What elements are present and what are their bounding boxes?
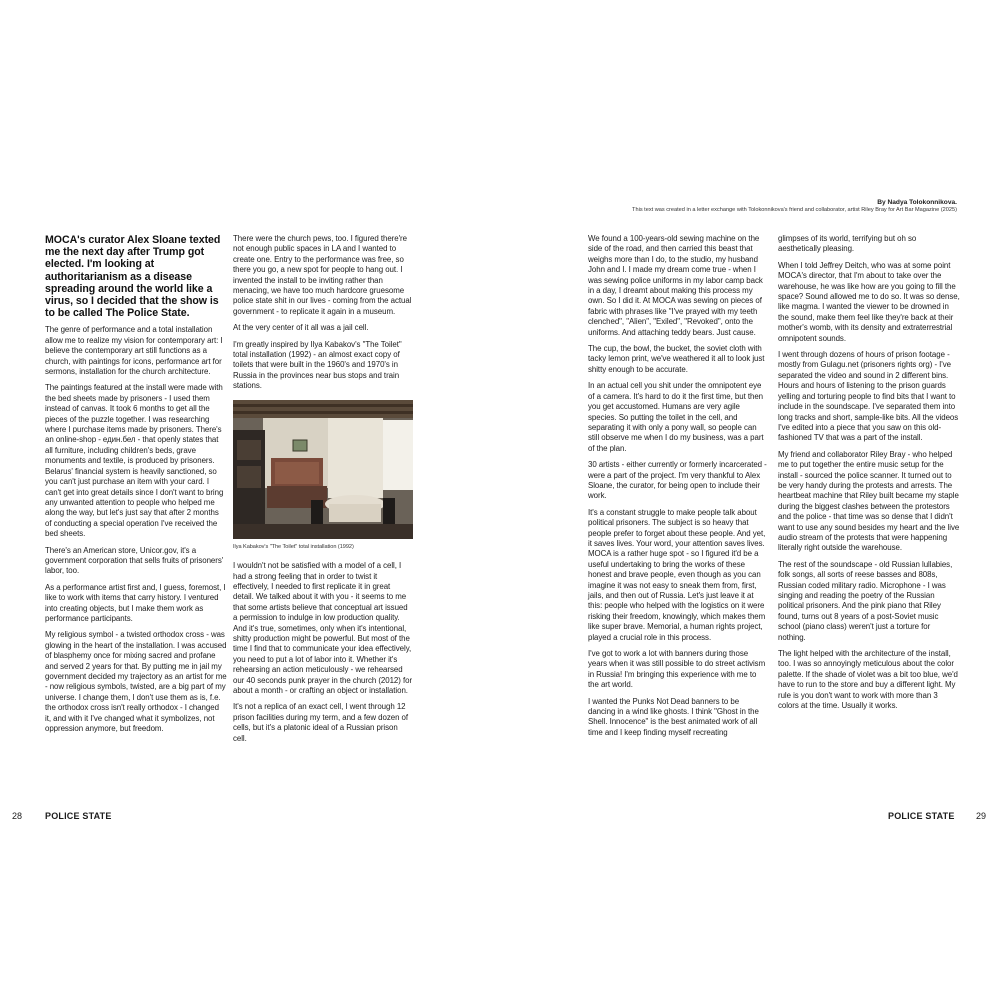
lead-paragraph: MOCA's curator Alex Sloane texted me the next day after Trump got elected. I'm looking at authoritarianism as a disease spreading around the world like a virus, so I decided that the show is to be called The Police State. (45, 234, 221, 320)
running-head-right: POLICE STATE (888, 811, 955, 821)
page-number-right: 29 (976, 811, 987, 821)
byline (632, 198, 957, 215)
body-paragraph: I'm greatly inspired by Ilya Kabakov's "The Toilet" total installation (1992) - an almost exact copy of toilets that were built in the 1960's and 1970's in Russia in the provinces near bus stops and train stations. (233, 339, 402, 391)
body-paragraph: In an actual cell you shit under the omnipotent eye of a camera. It's hard to do it the first time, but then you get accustomed. Humans are very agile species. So putting the toilet in the cell, and separating it with only a pony wall, so people can still observe me when I do my business, was a part of the plan. (588, 381, 764, 453)
body-paragraph: We found a 100-years-old sewing machine on the side of the road, and then carried this beast that weighs more than I do, to the studio, my husband John and I. I made my dream come true - when I was sewing police uniforms in my labor camp back in a day, I dreamt about making this process my own. So I did it. At MOCA was sewing on pieces of fabric with phrases like "I've prayed with my teeth clenched", "Alien", "Exiled", "Revoked", onto the uniforms. And attaching teddy bears. Just cause. (588, 234, 763, 337)
body-paragraph: There were the church pews, too. I figured there're not enough public spaces in LA and I wanted to create one. Entry to the performance was free, so there you go, a new spot for people to hang out. I invented the install to be inviting rather than menacing, we have too much hardcore gruesome police state shit in our lives - coming from the actual government - to replicate it again in a museum. (233, 234, 412, 316)
body-paragraph: I went through dozens of hours of prison footage - mostly from Gulagu.net (prisoners rights org) - I've separated the video and sound in 2 different bins. Hours and hours of listening to the prison guards yelling and torturing people to find bits that I want to include in the soundscape. I've separated them into long tracks and short, sample-like bits. All the videos I've edited into a piece that you saw on this old-fashioned TV that was a part of the install. (778, 350, 959, 443)
body-paragraph: The light helped with the architecture of the install, too. I was so annoyingly meticulous about the color palette. If the shade of violet was a bit too blue, we'd have to run to the store and buy a different light. My rule is you don't want to work with more than 3 colors at the time. Usually it works. (778, 649, 958, 711)
body-paragraph: I wanted the Punks Not Dead banners to be dancing in a wind like ghosts. I think "Ghost in the Shell. Innocence" is the best animated work of all time and I keep finding myself recreating (588, 696, 759, 737)
body-paragraph: The genre of performance and a total installation allow me to realize my vision for contemporary art: I believe the contemporary art still functions as a church, with paintings for icons, performance art for sermons, installation for the church architecture. (45, 325, 223, 377)
body-paragraph: There's an American store, Unicor.gov, it's a government corporation that sells fruits of prisoners' labor, too. (45, 545, 224, 576)
body-paragraph: My religious symbol - a twisted orthodox cross - was glowing in the heart of the installation. I was accused of blasphemy once for mixing sacred and profane and served 2 years for that. By putting me in jail my government decided my trajectory as an artist for me - now religious symbols, twisted, are a big part of my universe. I change them, I don't use them as is, f.e. the orthodox cross isn't really orthodox - I changed it, and with it I've changed what it symbolizes, not oppression anymore, but freedom. (45, 630, 227, 734)
running-head-left: POLICE STATE (45, 811, 112, 821)
right-column-2 (778, 234, 960, 717)
body-paragraph: glimpses of its world, terrifying but oh so aesthetically pleasing. (778, 234, 917, 254)
page-number-left: 28 (12, 811, 23, 821)
body-paragraph: My friend and collaborator Riley Bray - who helped me to put together the entire music setup for the install - sourced the police scanner. It turned out to be very handy during the protests and arrests. The heartbeat machine that Riley built became my staple during the biggest clashes between the protestors and the police - that time was so dense that I didn't want to use any sound besides my heart and the live audio stream of the protests that were happening literally right outside the warehouse. (778, 449, 960, 553)
body-paragraph: 30 artists - either currently or formerly incarcerated - were a part of the project. I'm very thankful to Alex Sloane, the curator, for being open to include their work. (588, 460, 767, 501)
body-paragraph: When I told Jeffrey Deitch, who was at some point MOCA's director, that I'm about to take over the warehouse, he was like how are you going to fill the space? Sound allowed me to do so. It was so dense, like magma. I wanted the viewer to be drowned in the sound, make them feel like they're back at their mother's womb, with its density and extraterrestrial omnipotent sounds. (778, 260, 960, 343)
body-paragraph: The rest of the soundscape - old Russian lullabies, folk songs, all sorts of reese basses and 808s, Russian coded military radio. Microphone - I was singing and reading the poetry of the Russian political prisoners. And the pink piano that Riley found, turns out 8 years of a post-Soviet music school (piano class) weren't just a torture for nothing. (778, 559, 953, 642)
body-paragraph: As a performance artist first and, I guess, foremost, I like to work with items that carry history. I ventured into creating objects, but I make them work as performance participants. (45, 582, 226, 623)
body-paragraph: At the very center of it all was a jail cell. (233, 323, 369, 333)
body-paragraph: The cup, the bowl, the bucket, the soviet cloth with tacky lemon print, we've weathered it all to look just shitty enough to be accurate. (588, 344, 765, 374)
left-column-2 (233, 234, 413, 750)
right-column-1 (588, 234, 768, 744)
byline-note: This text was created in a letter exchange with Tolokonnikova's friend and collaborator, artist Riley Bray for Art Bar Magazine (2025) (632, 207, 957, 213)
kabakov-toilet-photo (233, 400, 413, 539)
byline-author: By Nadya Tolokonnikova. (877, 199, 957, 206)
body-paragraph: It's not a replica of an exact cell, I went through 12 prison facilities during my term, and a few dozen of cells, but it's a platonic ideal of a Russian prison cell. (233, 702, 409, 743)
left-column-1 (45, 234, 227, 740)
figure-caption: Ilya Kabakov's "The Toilet" total installation (1992) (233, 544, 354, 551)
body-paragraph: The paintings featured at the install were made with the bed sheets made by prisoners - I used them instead of canvas. It took 6 months to get all the pieces of the puzzle together. I was researching where I purchase items made by prisoners. There's an online-shop - един.бел - that openly states that all furniture, including children's beds, grave monuments and textile, is produced by prisoners. Belarus' financial system is heavily sanctioned, so you can't just purchase an item with your card. I can't get into great details since I don't want to bring any unwanted attention to people who helped me along the way, but let's just say that after 2 months of conducting a special operation I've received the bed sheets. (45, 383, 224, 539)
body-paragraph: I've got to work a lot with banners during those years when it was still possible to do street activism in Russia! I'm bringing this experience with me to the art world. (588, 649, 766, 690)
body-paragraph: It's a constant struggle to make people talk about political prisoners. The subject is so heavy that people prefer to forget about these people. And yet, it saves lives. Your word, your attention saves lives. MOCA is a rather huge spot - so I figured it'd be a useful undertaking to bring the works of these honest and brave people, even though as you can imagine it was not easy to sneak them from, first, jails, and then out of Russia. Let's just leave it at this: people who helped with the logistics on it were risking their freedom, knowingly, which makes them like super brave. Memorial, a human rights project, played a crucial role in this process. (588, 507, 766, 642)
body-paragraph: I wouldn't not be satisfied with a model of a cell, I had a strong feeling that in order to twist it effectively, I needed to first replicate it in great detail. We talked about it with you - it seems to me that some artists believe that conceptual art issued a permission to indulge in low production quality. And it's true, sometimes, only when it's intentional, shitty production might be powerful. But most of the time I find that to communicate your idea effectively, you need to put a lot of labor into it. Whether it's rehearsing an action meticulously - we rehearsed our 40 seconds punk prayer in the church (2012) for about a month - or crafting an object or installation. (233, 561, 413, 695)
